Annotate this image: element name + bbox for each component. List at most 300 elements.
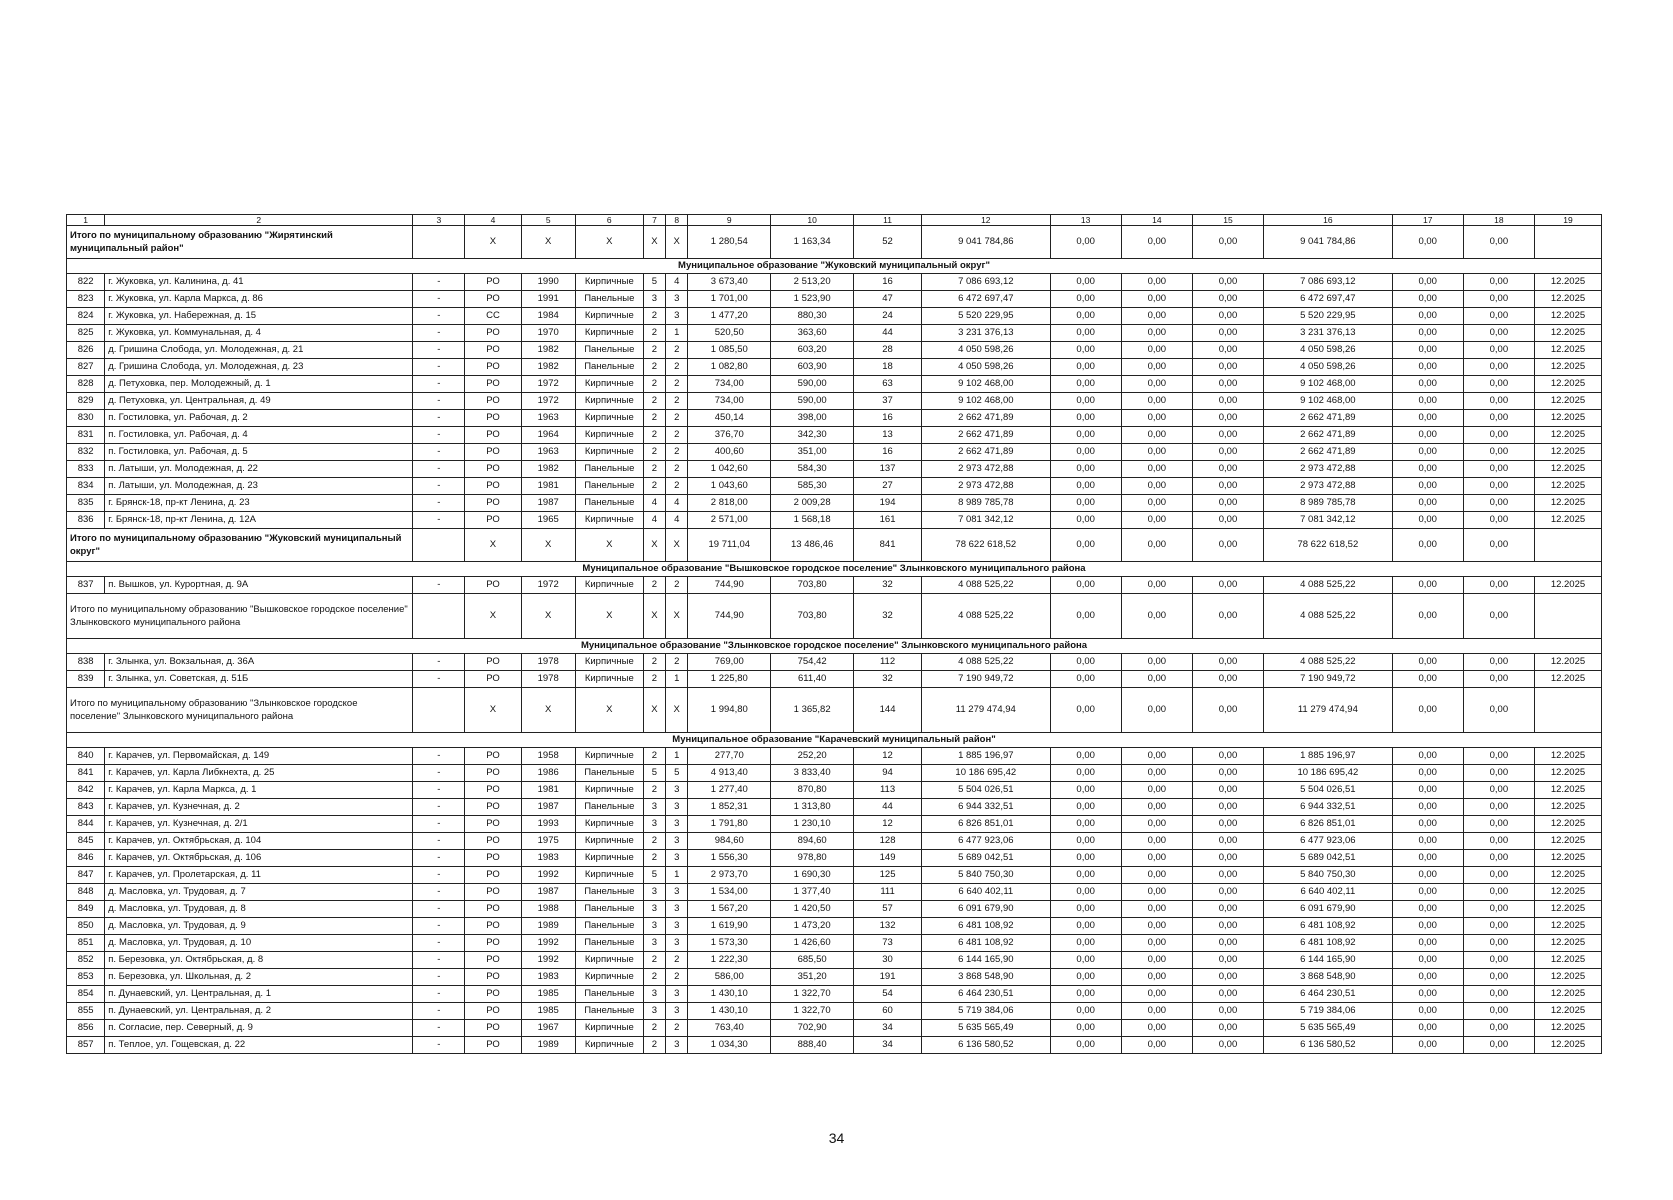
data-cell: 3	[643, 816, 665, 833]
data-cell: 5 504 026,51	[1264, 782, 1393, 799]
data-cell: 0,00	[1192, 342, 1263, 359]
data-cell: 5 504 026,51	[922, 782, 1051, 799]
row-number: 853	[67, 969, 105, 986]
data-cell: 28	[854, 342, 922, 359]
data-cell: Кирпичные	[575, 952, 643, 969]
data-cell: 1970	[521, 325, 575, 342]
data-cell: 0,00	[1392, 512, 1463, 529]
data-cell: 12.2025	[1534, 427, 1601, 444]
data-cell: 1 430,10	[688, 986, 771, 1003]
data-cell: -	[413, 461, 465, 478]
address-cell: г. Жуковка, ул. Калинина, д. 41	[105, 274, 413, 291]
data-cell: -	[413, 986, 465, 1003]
municipality-total-row	[67, 688, 1602, 733]
data-cell: 3 673,40	[688, 274, 771, 291]
data-cell: 12.2025	[1534, 986, 1601, 1003]
total-cell: 9 041 784,86	[922, 226, 1051, 259]
data-cell: 6 481 108,92	[922, 935, 1051, 952]
data-cell: 1	[666, 748, 688, 765]
total-cell: 9 041 784,86	[1264, 226, 1393, 259]
data-cell: 6 144 165,90	[922, 952, 1051, 969]
row-number: 825	[67, 325, 105, 342]
data-cell: 57	[854, 901, 922, 918]
data-cell: 1965	[521, 512, 575, 529]
data-cell: 191	[854, 969, 922, 986]
data-cell: 18	[854, 359, 922, 376]
data-cell: 1987	[521, 495, 575, 512]
data-cell: 0,00	[1050, 512, 1121, 529]
municipality-total-row	[67, 529, 1602, 562]
data-cell: 0,00	[1121, 512, 1192, 529]
row-number: 828	[67, 376, 105, 393]
data-cell: РО	[465, 850, 521, 867]
table-row	[67, 495, 1602, 512]
data-cell: 5	[643, 765, 665, 782]
table-row	[67, 478, 1602, 495]
row-number: 844	[67, 816, 105, 833]
data-cell: 16	[854, 274, 922, 291]
data-cell: 2 662 471,89	[922, 410, 1051, 427]
data-cell: 2	[643, 1020, 665, 1037]
data-cell: РО	[465, 816, 521, 833]
data-cell: 12.2025	[1534, 461, 1601, 478]
data-cell: 3	[666, 884, 688, 901]
address-cell: п. Дунаевский, ул. Центральная, д. 1	[105, 986, 413, 1003]
data-cell: 2	[666, 1020, 688, 1037]
data-cell: 0,00	[1463, 884, 1534, 901]
table-row	[67, 671, 1602, 688]
data-cell: 3 231 376,13	[1264, 325, 1393, 342]
data-cell: 2 571,00	[688, 512, 771, 529]
row-number: 850	[67, 918, 105, 935]
data-cell: Панельные	[575, 291, 643, 308]
data-cell: 161	[854, 512, 922, 529]
total-cell: 0,00	[1121, 226, 1192, 259]
data-cell: 0,00	[1392, 884, 1463, 901]
data-cell: 111	[854, 884, 922, 901]
data-cell: 584,30	[771, 461, 854, 478]
data-cell: 5 520 229,95	[922, 308, 1051, 325]
total-cell: X	[521, 594, 575, 639]
row-number: 848	[67, 884, 105, 901]
data-cell: 6 481 108,92	[1264, 918, 1393, 935]
column-number: 10	[771, 215, 854, 226]
data-cell: 0,00	[1121, 410, 1192, 427]
data-cell: 0,00	[1192, 444, 1263, 461]
data-cell: 0,00	[1192, 671, 1263, 688]
data-cell: 0,00	[1121, 986, 1192, 1003]
total-cell: 0,00	[1392, 594, 1463, 639]
total-cell	[1534, 529, 1601, 562]
data-cell: 2	[643, 393, 665, 410]
data-cell: 9 102 468,00	[1264, 393, 1393, 410]
total-cell: X	[666, 594, 688, 639]
data-cell: 112	[854, 654, 922, 671]
address-cell: п. Гостиловка, ул. Рабочая, д. 4	[105, 427, 413, 444]
data-cell: 0,00	[1192, 782, 1263, 799]
data-cell: 4	[643, 512, 665, 529]
data-cell: 1982	[521, 342, 575, 359]
row-number: 846	[67, 850, 105, 867]
municipality-title: Муниципальное образование "Карачевский муниципальный район"	[67, 733, 1602, 748]
address-cell: п. Гостиловка, ул. Рабочая, д. 2	[105, 410, 413, 427]
data-cell: 0,00	[1050, 308, 1121, 325]
data-cell: 0,00	[1392, 359, 1463, 376]
data-cell: РО	[465, 671, 521, 688]
data-cell: 398,00	[771, 410, 854, 427]
data-cell: 4	[666, 512, 688, 529]
row-number: 822	[67, 274, 105, 291]
address-cell: г. Злынка, ул. Вокзальная, д. 36А	[105, 654, 413, 671]
address-cell: п. Теплое, ул. Гощевская, д. 22	[105, 1037, 413, 1054]
data-cell: 12.2025	[1534, 833, 1601, 850]
data-cell: 0,00	[1392, 376, 1463, 393]
table-row	[67, 935, 1602, 952]
data-cell: 1988	[521, 901, 575, 918]
data-cell: -	[413, 1037, 465, 1054]
data-cell: РО	[465, 782, 521, 799]
data-cell: 0,00	[1121, 952, 1192, 969]
data-cell: Панельные	[575, 799, 643, 816]
data-cell: 0,00	[1392, 461, 1463, 478]
column-number: 13	[1050, 215, 1121, 226]
data-cell: РО	[465, 799, 521, 816]
data-cell: 12.2025	[1534, 1003, 1601, 1020]
total-cell: 144	[854, 688, 922, 733]
data-cell: 1	[666, 325, 688, 342]
data-cell: 0,00	[1121, 495, 1192, 512]
data-cell: 0,00	[1121, 918, 1192, 935]
data-cell: 3	[643, 1003, 665, 1020]
data-cell: 0,00	[1121, 393, 1192, 410]
data-cell: 0,00	[1463, 833, 1534, 850]
municipality-header-row	[67, 562, 1602, 577]
data-cell: РО	[465, 274, 521, 291]
data-cell: Кирпичные	[575, 512, 643, 529]
data-cell: 0,00	[1121, 478, 1192, 495]
table-row	[67, 918, 1602, 935]
data-cell: 0,00	[1463, 850, 1534, 867]
total-cell: 11 279 474,94	[1264, 688, 1393, 733]
data-cell: 0,00	[1463, 577, 1534, 594]
data-cell: 2	[643, 444, 665, 461]
data-cell: -	[413, 393, 465, 410]
data-cell: 1 430,10	[688, 1003, 771, 1020]
data-cell: 1964	[521, 427, 575, 444]
data-cell: 1978	[521, 671, 575, 688]
table-row	[67, 884, 1602, 901]
data-cell: 0,00	[1050, 291, 1121, 308]
data-cell: 0,00	[1392, 969, 1463, 986]
data-cell: 12.2025	[1534, 308, 1601, 325]
data-cell: 1987	[521, 884, 575, 901]
data-cell: РО	[465, 393, 521, 410]
table-row	[67, 816, 1602, 833]
data-cell: Кирпичные	[575, 308, 643, 325]
data-cell: 12.2025	[1534, 799, 1601, 816]
data-cell: 0,00	[1050, 359, 1121, 376]
column-number: 9	[688, 215, 771, 226]
data-cell: 0,00	[1192, 1020, 1263, 1037]
data-cell: -	[413, 816, 465, 833]
data-cell: 12.2025	[1534, 748, 1601, 765]
data-cell: 5 840 750,30	[922, 867, 1051, 884]
data-cell: 984,60	[688, 833, 771, 850]
data-cell: 702,90	[771, 1020, 854, 1037]
total-cell: 0,00	[1392, 226, 1463, 259]
total-cell: X	[521, 688, 575, 733]
total-cell: 1 994,80	[688, 688, 771, 733]
address-cell: п. Березовка, ул. Школьная, д. 2	[105, 969, 413, 986]
data-cell: 1 534,00	[688, 884, 771, 901]
data-cell: РО	[465, 461, 521, 478]
data-cell: 0,00	[1121, 901, 1192, 918]
data-cell: 0,00	[1050, 935, 1121, 952]
data-cell: 12.2025	[1534, 512, 1601, 529]
data-cell: 0,00	[1121, 654, 1192, 671]
data-cell: 6 464 230,51	[1264, 986, 1393, 1003]
data-cell: 2 662 471,89	[922, 444, 1051, 461]
total-cell: X	[465, 688, 521, 733]
table-row	[67, 461, 1602, 478]
data-cell: 7 081 342,12	[1264, 512, 1393, 529]
address-cell: п. Латыши, ул. Молодежная, д. 22	[105, 461, 413, 478]
data-cell: 3	[666, 935, 688, 952]
data-cell: 44	[854, 325, 922, 342]
data-cell: 0,00	[1463, 376, 1534, 393]
data-cell: -	[413, 325, 465, 342]
data-cell: РО	[465, 512, 521, 529]
data-cell: 0,00	[1463, 867, 1534, 884]
total-cell: 1 280,54	[688, 226, 771, 259]
data-cell: 1989	[521, 918, 575, 935]
data-cell: 2	[643, 952, 665, 969]
data-cell: 2	[666, 577, 688, 594]
table-row	[67, 308, 1602, 325]
data-cell: 1963	[521, 410, 575, 427]
data-cell: 0,00	[1192, 748, 1263, 765]
data-cell: РО	[465, 654, 521, 671]
data-cell: 1983	[521, 850, 575, 867]
data-cell: РО	[465, 291, 521, 308]
data-cell: 0,00	[1463, 325, 1534, 342]
data-cell: 3	[666, 1037, 688, 1054]
data-cell: 0,00	[1392, 325, 1463, 342]
row-number: 835	[67, 495, 105, 512]
data-cell: 2	[666, 393, 688, 410]
table-row	[67, 748, 1602, 765]
data-cell: 12.2025	[1534, 671, 1601, 688]
data-cell: СС	[465, 308, 521, 325]
data-cell: Кирпичные	[575, 427, 643, 444]
data-cell: 4	[666, 495, 688, 512]
data-cell: 0,00	[1050, 1037, 1121, 1054]
data-cell: 1 377,40	[771, 884, 854, 901]
data-cell: 0,00	[1392, 850, 1463, 867]
data-cell: РО	[465, 342, 521, 359]
column-number: 5	[521, 215, 575, 226]
table-row	[67, 427, 1602, 444]
data-cell: 0,00	[1463, 654, 1534, 671]
data-cell: 1 043,60	[688, 478, 771, 495]
data-cell: 1 619,90	[688, 918, 771, 935]
municipality-title: Муниципальное образование "Жуковский муниципальный округ"	[67, 259, 1602, 274]
data-cell: 0,00	[1392, 478, 1463, 495]
total-cell: 1 365,82	[771, 688, 854, 733]
data-cell: 1992	[521, 952, 575, 969]
data-cell: 769,00	[688, 654, 771, 671]
data-cell: 0,00	[1192, 867, 1263, 884]
data-cell: 0,00	[1050, 782, 1121, 799]
data-cell: -	[413, 765, 465, 782]
row-number: 857	[67, 1037, 105, 1054]
row-number: 855	[67, 1003, 105, 1020]
data-cell: 0,00	[1121, 867, 1192, 884]
data-cell: 0,00	[1121, 884, 1192, 901]
data-cell: 0,00	[1192, 427, 1263, 444]
data-cell: 2	[643, 654, 665, 671]
data-cell: 12.2025	[1534, 274, 1601, 291]
total-cell: 0,00	[1050, 688, 1121, 733]
total-cell: 0,00	[1192, 594, 1263, 639]
total-cell	[413, 226, 465, 259]
data-cell: 12.2025	[1534, 342, 1601, 359]
data-cell: РО	[465, 359, 521, 376]
data-cell: 2 973 472,88	[1264, 478, 1393, 495]
table-row	[67, 512, 1602, 529]
data-cell: 0,00	[1192, 765, 1263, 782]
page-number: 34	[828, 1130, 845, 1146]
data-cell: 7 190 949,72	[1264, 671, 1393, 688]
data-cell: 277,70	[688, 748, 771, 765]
data-cell: 6 136 580,52	[1264, 1037, 1393, 1054]
data-cell: 0,00	[1121, 765, 1192, 782]
table-row	[67, 799, 1602, 816]
data-cell: 6 477 923,06	[922, 833, 1051, 850]
column-number: 14	[1121, 215, 1192, 226]
data-cell: 590,00	[771, 376, 854, 393]
total-cell: X	[666, 226, 688, 259]
total-cell: 0,00	[1463, 688, 1534, 733]
data-cell: 5 719 384,06	[1264, 1003, 1393, 1020]
data-cell: 5	[643, 274, 665, 291]
data-cell: 4 088 525,22	[1264, 654, 1393, 671]
municipality-header-row	[67, 259, 1602, 274]
data-cell: 0,00	[1121, 461, 1192, 478]
data-cell: Кирпичные	[575, 850, 643, 867]
data-cell: 128	[854, 833, 922, 850]
data-cell: 2	[643, 461, 665, 478]
data-cell: -	[413, 748, 465, 765]
row-number: 833	[67, 461, 105, 478]
data-cell: 1958	[521, 748, 575, 765]
data-cell: 0,00	[1121, 935, 1192, 952]
data-cell: РО	[465, 901, 521, 918]
data-cell: -	[413, 274, 465, 291]
data-cell: 603,20	[771, 342, 854, 359]
data-cell: 0,00	[1392, 952, 1463, 969]
data-cell: 4	[666, 274, 688, 291]
table-row	[67, 1003, 1602, 1020]
data-cell: 376,70	[688, 427, 771, 444]
data-cell: 0,00	[1121, 1020, 1192, 1037]
row-number: 851	[67, 935, 105, 952]
data-cell: 2 818,00	[688, 495, 771, 512]
data-cell: 10 186 695,42	[922, 765, 1051, 782]
data-cell: 0,00	[1463, 816, 1534, 833]
data-cell: Панельные	[575, 884, 643, 901]
data-cell: 5	[666, 765, 688, 782]
address-cell: г. Карачев, ул. Октябрьская, д. 104	[105, 833, 413, 850]
data-cell: -	[413, 1020, 465, 1037]
data-cell: 12.2025	[1534, 952, 1601, 969]
data-cell: 0,00	[1050, 325, 1121, 342]
data-cell: 2 973 472,88	[1264, 461, 1393, 478]
data-cell: 734,00	[688, 393, 771, 410]
total-cell: 0,00	[1121, 688, 1192, 733]
data-cell: 37	[854, 393, 922, 410]
data-cell: 3	[643, 918, 665, 935]
data-cell: 0,00	[1050, 671, 1121, 688]
data-cell: 1 568,18	[771, 512, 854, 529]
address-cell: п. Березовка, ул. Октябрьская, д. 8	[105, 952, 413, 969]
data-cell: 1972	[521, 577, 575, 594]
data-cell: 5 719 384,06	[922, 1003, 1051, 1020]
total-label: Итого по муниципальному образованию "Вышковское городское поселение" Злынковского муниципального района	[67, 594, 413, 639]
data-cell: 0,00	[1050, 748, 1121, 765]
data-cell: -	[413, 901, 465, 918]
table-row	[67, 850, 1602, 867]
data-cell: -	[413, 359, 465, 376]
data-cell: Панельные	[575, 1003, 643, 1020]
data-cell: 2	[666, 478, 688, 495]
data-cell: Панельные	[575, 495, 643, 512]
data-cell: 0,00	[1192, 495, 1263, 512]
data-cell: Панельные	[575, 478, 643, 495]
data-cell: 12	[854, 748, 922, 765]
data-cell: 16	[854, 410, 922, 427]
data-cell: 0,00	[1192, 1037, 1263, 1054]
data-cell: 32	[854, 577, 922, 594]
address-cell: г. Брянск-18, пр-кт Ленина, д. 12А	[105, 512, 413, 529]
total-cell: X	[575, 226, 643, 259]
data-cell: РО	[465, 884, 521, 901]
data-cell: РО	[465, 867, 521, 884]
total-cell: X	[575, 529, 643, 562]
data-cell: 0,00	[1121, 274, 1192, 291]
row-number: 832	[67, 444, 105, 461]
data-cell: 703,80	[771, 577, 854, 594]
data-cell: 54	[854, 986, 922, 1003]
row-number: 852	[67, 952, 105, 969]
data-cell: 0,00	[1050, 1003, 1121, 1020]
data-cell: 1 082,80	[688, 359, 771, 376]
row-number: 849	[67, 901, 105, 918]
data-cell: 12.2025	[1534, 918, 1601, 935]
data-cell: 1 690,30	[771, 867, 854, 884]
data-cell: 7 190 949,72	[922, 671, 1051, 688]
total-cell: 0,00	[1392, 688, 1463, 733]
data-cell: 7 081 342,12	[922, 512, 1051, 529]
data-cell: 0,00	[1392, 427, 1463, 444]
address-cell: г. Карачев, ул. Октябрьская, д. 106	[105, 850, 413, 867]
data-cell: 0,00	[1192, 884, 1263, 901]
data-cell: 32	[854, 671, 922, 688]
data-cell: 0,00	[1192, 1003, 1263, 1020]
data-cell: Панельные	[575, 986, 643, 1003]
data-cell: 3	[666, 986, 688, 1003]
data-cell: 0,00	[1050, 850, 1121, 867]
